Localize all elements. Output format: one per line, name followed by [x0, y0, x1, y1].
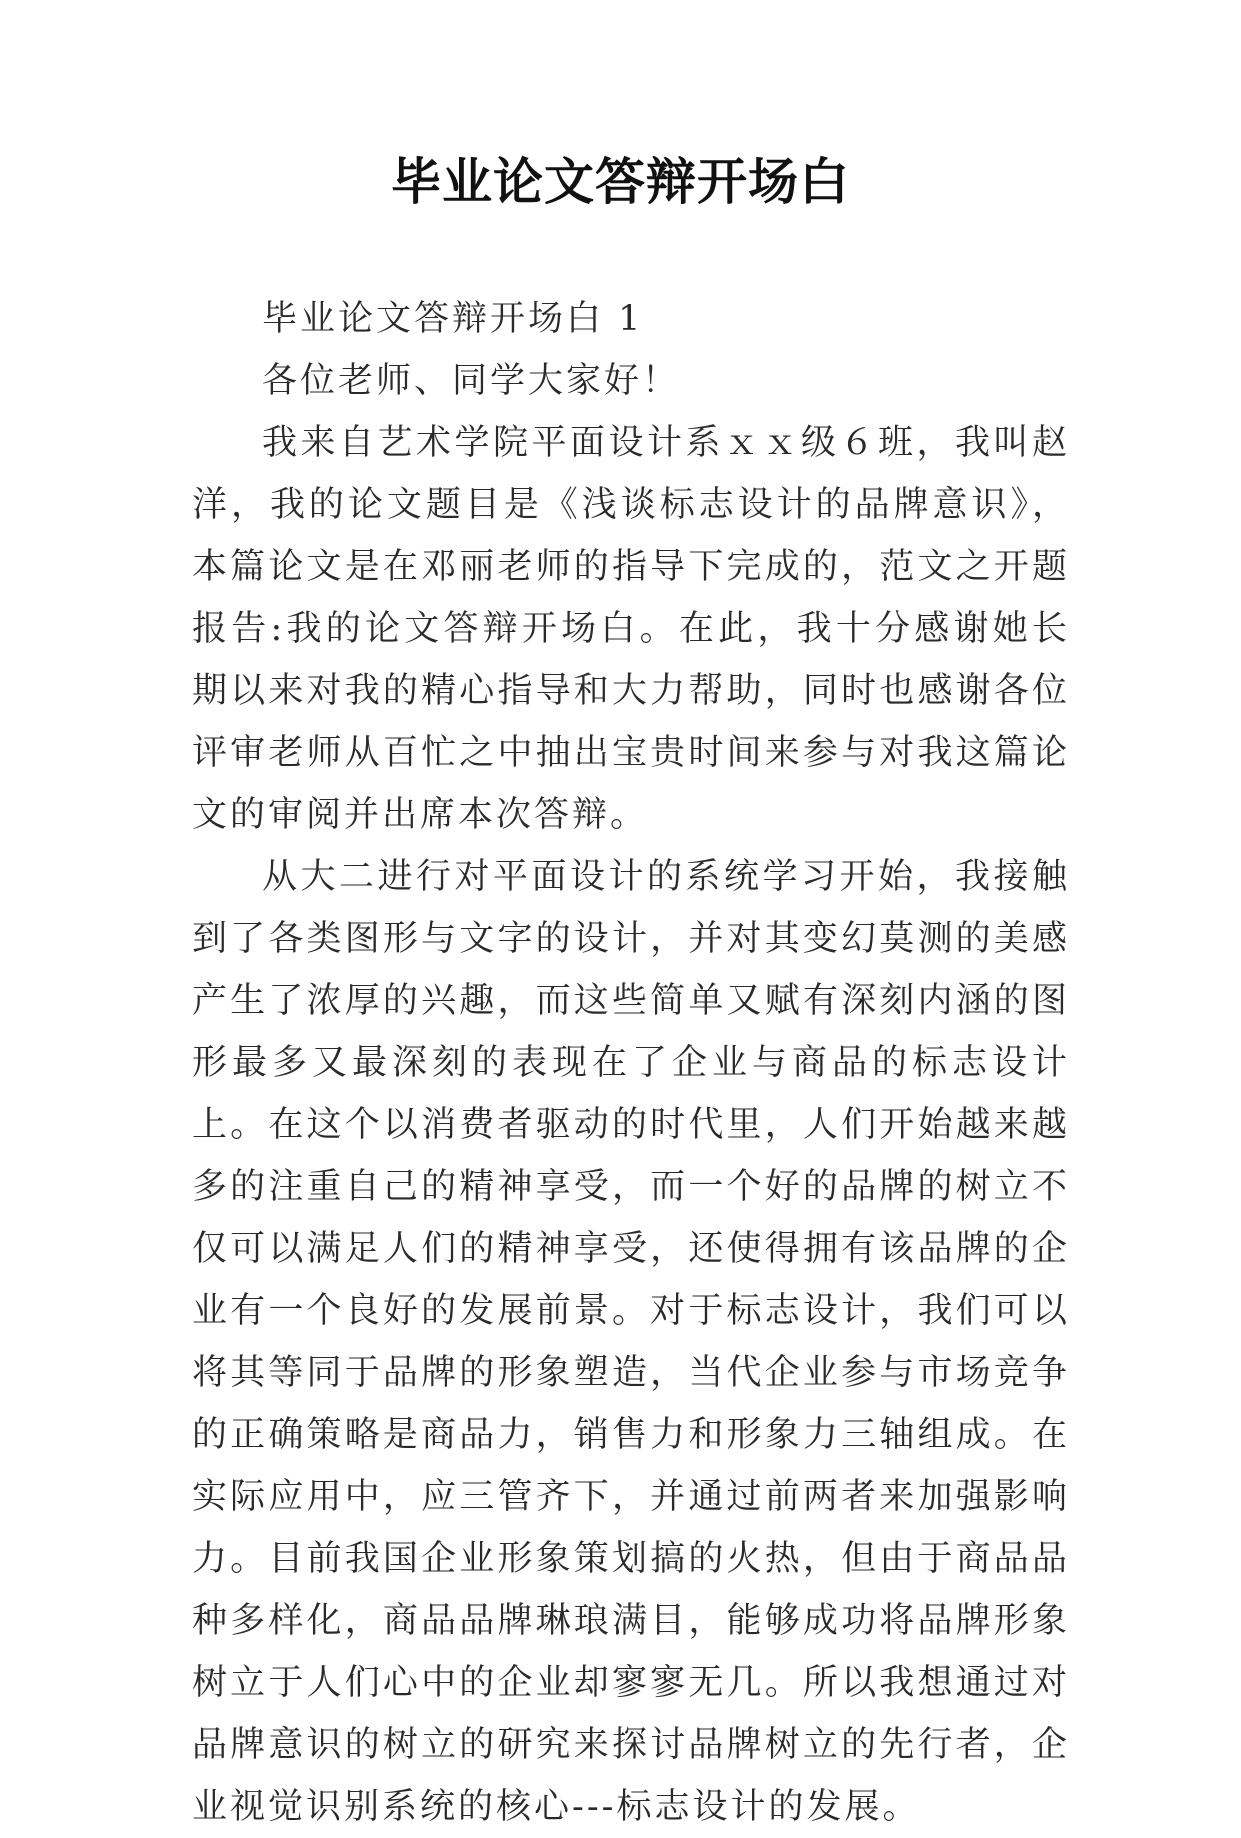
document-body — [192, 288, 1070, 1838]
paragraph-greeting: 各位老师、同学大家好！ — [262, 361, 681, 401]
paragraph-introduction: 我来自艺术学院平面设计系ｘｘ级６班，我叫赵洋，我的论文题目是《浅谈标志设计的品牌意识》，本篇论文是在邓丽老师的指导下完成的，范文之开题报告:我的论文答辩开场白。在此，我十分感谢她长期以来对我的精心指导和大力帮助，同时也感谢各位评审老师从百忙之中抽出宝贵时间来参与对我这篇论文的审阅并出席本次答辩。 — [192, 423, 1070, 835]
paragraph-heading: 毕业论文答辩开场白 1 — [262, 299, 644, 339]
document-title: 毕业论文答辩开场白 — [391, 152, 850, 211]
paragraph-background: 从大二进行对平面设计的系统学习开始，我接触到了各类图形与文字的设计，并对其变幻莫测的美感产生了浓厚的兴趣，而这些简单又赋有深刻内涵的图形最多又最深刻的表现在了企业与商品的标志设计上。在这个以消费者驱动的时代里，人们开始越来越多的注重自己的精神享受，而一个好的品牌的树立不仅可以满足人们的精神享受，还使得拥有该品牌的企业有一个良好的发展前景。对于标志设计，我们可以将其等同于品牌的形象塑造，当代企业参与市场竞争的正确策略是商品力，销售力和形象力三轴组成。在实际应用中，应三管齐下，并通过前两者来加强影响力。目前我国企业形象策划搞的火热，但由于商品品种多样化，商品品牌琳琅满目，能够成功将品牌形象树立于人们心中的企业却寥寥无几。所以我想通过对品牌意识的树立的研究来探讨品牌树立的先行者，企业视觉识别系统的核心---标志设计的发展。 — [192, 857, 1070, 1827]
